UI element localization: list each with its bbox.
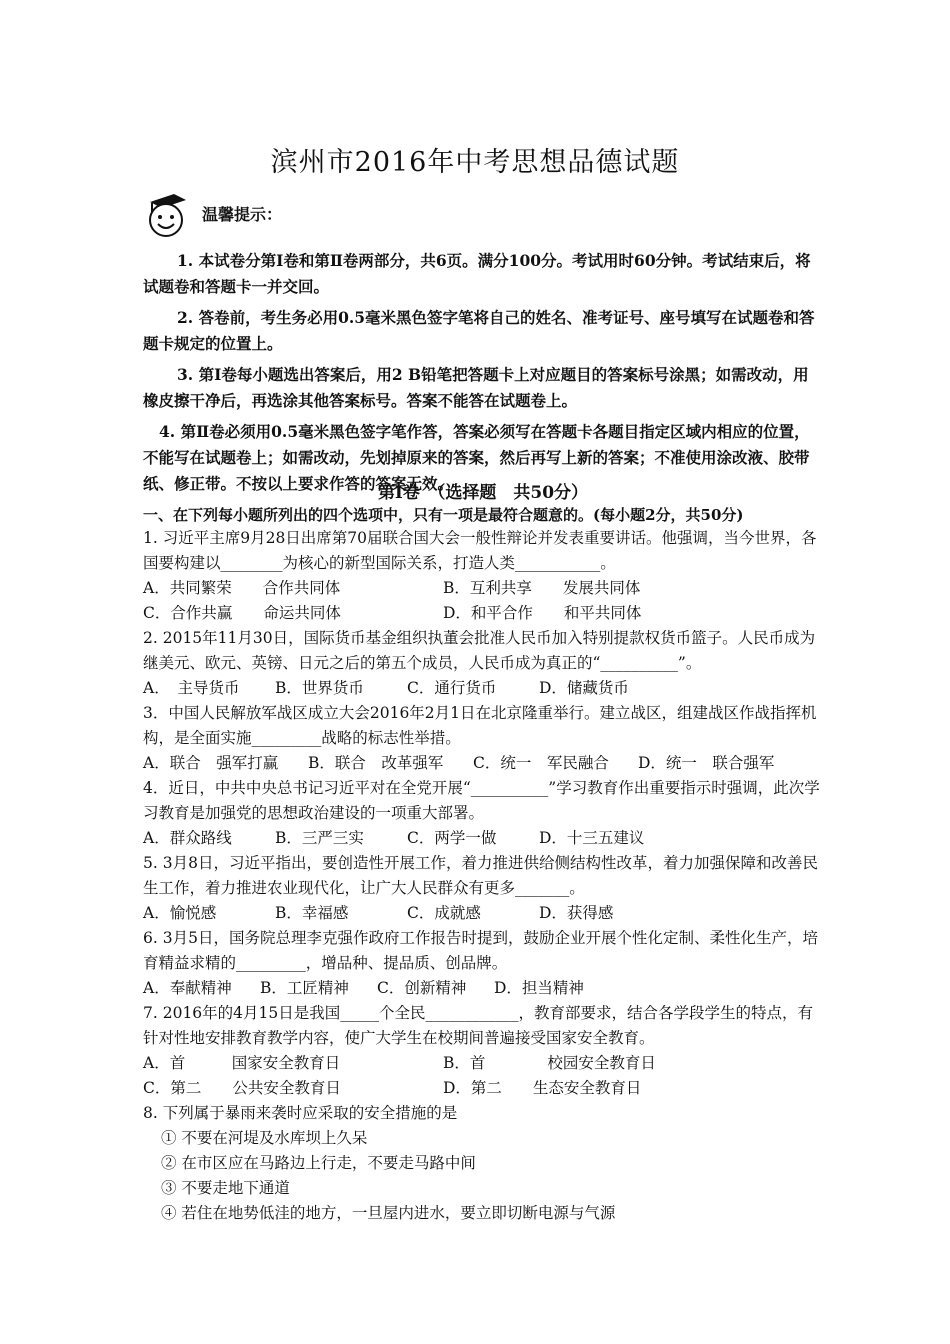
question-6-options [143,976,823,1001]
option: B．互利共享 发展共同体 [443,579,641,597]
list-item: ③ 不要走地下通道 [161,1179,290,1197]
section-heading: 第Ⅰ卷 （选择题 共50分） [377,483,589,503]
option: A．愉悦感 [143,904,217,922]
option: A．联合 强军打赢 [143,754,279,772]
question-1-stem: 1. 习近平主席9月28日出席第70届联合国大会一般性辩论并发表重要讲话。他强调，当今世界，各国要构建以________为核心的新型国际关系，打造人类___________。 [143,529,817,572]
option: B．工匠精神 [260,979,349,997]
instruction-4: 4. 第Ⅱ卷必须用0.5毫米黑色签字笔作答，答案必须写在答题卡各题目指定区域内相应的位置，不能写在试题卷上；如需改动，先划掉原来的答案，然后再写上新的答案；不准使用涂改液、胶带纸、修正带。不按以上要求作答的答案无效。 [143,422,810,493]
page-title: 滨州市2016年中考思想品德试题 [270,147,680,178]
option: D．统一 联合强军 [638,754,775,772]
question-8-stem: 8. 下列属于暴雨来袭时应采取的安全措施的是 [143,1104,458,1122]
question-7-options [143,1051,823,1101]
option: C．第二 公共安全教育日 [143,1079,341,1097]
question-1-options [143,576,823,626]
instruction-1: 1. 本试卷分第Ⅰ卷和第Ⅱ卷两部分，共6页。满分100分。考试用时60分钟。考试结束后，将试题卷和答题卡一并交回。 [143,251,811,296]
option: C．创新精神 [377,979,467,997]
option: C．成就感 [407,904,481,922]
part-heading: 一、在下列每小题所列出的四个选项中，只有一项是最符合题意的。(每小题2分，共50分) [143,506,744,524]
question-list [143,526,823,1226]
option: D．担当精神 [494,979,584,997]
question-5-stem: 5. 3月8日，习近平指出，要创造性开展工作，着力推进供给侧结构性改革，着力加强保障和改善民生工作，着力推进农业现代化，让广大人民群众有更多_______。 [143,854,818,897]
question-4-options [143,826,823,851]
instruction-3: 3. 第Ⅰ卷每小题选出答案后，用2 B铅笔把答题卡上对应题目的答案标号涂黑；如需改动，用橡皮擦干净后，再选涂其他答案标号。答案不能答在试题卷上。 [143,365,809,410]
option: A．首 国家安全教育日 [143,1054,341,1072]
option: B．世界货币 [275,679,364,697]
question-2-options [143,676,823,701]
option: C．合作共赢 命运共同体 [143,604,341,622]
option: B．幸福感 [275,904,349,922]
question-3-stem: 3．中国人民解放军战区成立大会2016年2月1日在北京隆重举行。建立战区，组建战区作战指挥机构，是全面实施_________战略的标志性举措。 [143,704,817,747]
option: A． 主导货币 [143,679,240,697]
option: B．三严三实 [275,829,364,847]
option: C．两学一做 [407,829,497,847]
instructions [143,248,823,502]
tip-label: 温馨提示： [202,205,283,224]
instruction-2: 2. 答卷前，考生务必用0.5毫米黑色签字笔将自己的姓名、准考证号、座号填写在试题卷和答题卡规定的位置上。 [143,308,815,353]
option: B．首 校园安全教育日 [443,1054,656,1072]
question-3-options [143,751,823,776]
question-6-stem: 6. 3月5日，国务院总理李克强作政府工作报告时提到，鼓励企业开展个性化定制、柔性化生产，培育精益求精的_________，增品种、提品质、创品牌。 [143,929,818,972]
option: A．共同繁荣 合作共同体 [143,579,341,597]
option: A．奉献精神 [143,979,232,997]
option: C．通行货币 [407,679,497,697]
option: C．统一 军民融合 [473,754,609,772]
option: D．储藏货币 [539,679,629,697]
option: A．群众路线 [143,829,232,847]
question-2-stem: 2. 2015年11月30日，国际货币基金组织执董会批准人民币加入特别提款权货币篮子。人民币成为继美元、欧元、英镑、日元之后的第五个成员，人民币成为真正的“__________”。 [143,629,816,672]
question-4-stem: 4．近日，中共中央总书记习近平对在全党开展“__________”学习教育作出重要指示时强调，此次学习教育是加强党的思想政治建设的一项重大部署。 [143,779,820,822]
list-item: ① 不要在河堤及水库坝上久呆 [161,1129,368,1147]
question-5-options [143,901,823,926]
smiley-graduate-icon [140,192,188,240]
list-item: ④ 若住在地势低洼的地方，一旦屋内进水，要立即切断电源与气源 [161,1204,616,1222]
option: B．联合 改革强军 [308,754,444,772]
option: D．十三五建议 [539,829,645,847]
question-7-stem: 7. 2016年的4月15日是我国_____个全民____________，教育部要求，结合各学段学生的特点，有针对性地安排教育教学内容，使广大学生在校期间普遍接受国家安全教育。 [143,1004,813,1047]
option: D．和平合作 和平共同体 [443,604,642,622]
option: D．获得感 [539,904,614,922]
list-item: ② 在市区应在马路边上行走，不要走马路中间 [161,1154,476,1172]
option: D．第二 生态安全教育日 [443,1079,642,1097]
